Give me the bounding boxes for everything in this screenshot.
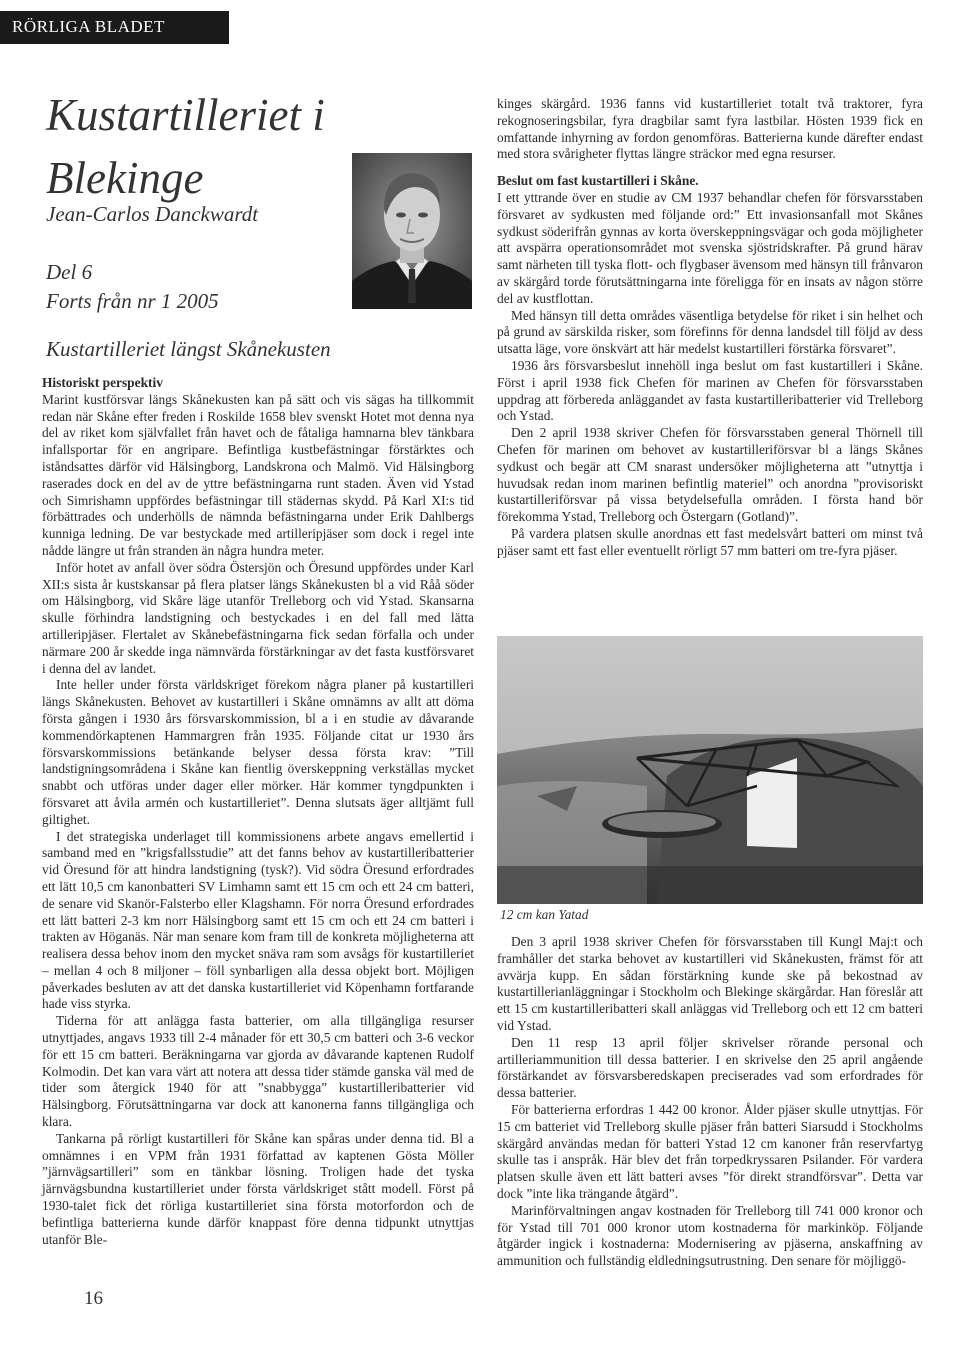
paragraph: För batterierna erfordras 1 442 00 kronor. Ålder pjäser skulle utnyttjas. För 15 cm batteriet vid Trelleborg skulle pjäser från batteri Siarsudd i Stockholms skärgård användas medan för batteri Ystad 12 cm kanoner från reservfartyg skulle tas i anspråk. Här blev det från torpedkryssaren Psilander. För vardera platsen skulle även ett lätt batteri avses ”för direkt strandförsvar”. Detta var dock ”inte lika trängande åtgärd”. [497, 1101, 923, 1201]
paragraph: kinges skärgård. 1936 fanns vid kustartilleriet totalt två traktorer, fyra rekognoseringsbilar, fyra dragbilar samt fyra lastbilar. Hösten 1939 fick en omfattande inhyrning av fordon genomföras. Batterierna kunde därefter endast med stora svårigheter flyttas längre sträckor med egna resurser. [497, 96, 923, 162]
continued-from: Forts från nr 1 2005 [46, 289, 219, 313]
paragraph: Marint kustförsvar längs Skånekusten kan på sätt och vis sägas ha tillkommit redan när Skåne efter freden i Roskilde 1658 blev svenskt Hotet mot denna nya del av riket kom självfallet från havet och de fåtaliga hamnarna blev tänkbara infallsportar för en angripare. Befintliga kustbefästningar förstärktes och iståndsattes därför vid Hälsingborg, Landskrona och Malmö. Vid Hälsingborg raserades dock en del av de yttre befästningarna runt staden. Även vid Ystad och Simrishamn uppfördes befästningar till städernas skydd. På Karl XI:s tid förbättrades och underhölls de nämnda befästningarna under Erik Dahlbergs kunniga ledning. De var bestyckade med artilleripjäser som dock i regel inte nådde längre ut från stranden än några hundra meter. [42, 391, 474, 558]
author-portrait-photo [352, 153, 472, 309]
article-title: Kustartilleriet i Blekinge [46, 90, 325, 203]
article-author: Jean-Carlos Danckwardt [46, 202, 259, 226]
paragraph: Inför hotet av anfall över södra Östersjön och Öresund uppfördes under Karl XII:s sista år kustskansar på flera platser längs Skånekusten bl a vid Råå söder om Hälsingborg, vid Skåre läge utanför Trelleborg och vid Ystad. Skansarna skulle förhindra landstigning och bestyckades i en del fall med lätta artilleripjäser. Flertalet av Skånebefästningarna fick sedan förfalla och under närmare 200 år skedde inga nämnvärda förstärkningar av det fasta kustförsvaret i denna del av landet. [42, 559, 474, 676]
page-number: 16 [84, 1288, 103, 1309]
paragraph: Marinförvaltningen angav kostnaden för Trelleborg till 741 000 kronor och för Ystad till 701 000 kronor utom kostnaderna för markinköp. Följande åtgärder ingick i kostnaderna: Modernisering av pjäserna, anskaffning av ammunition och fullständig eldledningsutrustning. Den senare för möjliggö- [497, 1202, 923, 1269]
section-header [0, 11, 229, 44]
section-heading: Beslut om fast kustartilleri i Skåne. [497, 173, 699, 189]
article-part-info [46, 258, 219, 316]
paragraph: Den 2 april 1938 skriver Chefen för försvarsstaben general Thörnell till Chefen för marinen om behovet av kustartilleriförsvar bl a längs Skånes sydkust och begär att CM snarast undersöker möjligheterna att ”utnyttja i huvudsak redan inom marinen befintlig materiel” och anordna ”provisoriskt kustartilleriförsvar på vissa betydelsefulla områden. I första hand bör förekomma Ystad, Trelleborg och Östergarn (Gotland)”. [497, 425, 923, 525]
paragraph: Den 11 resp 13 april följer skrivelser rörande personal och artilleriammunition till dessa batterier. I en skrivelse den 25 april angående förstärkandet av försvarsberedskapen preciserades vad som erfordrades för dessa batterier. [497, 1034, 923, 1101]
left-text-column [42, 375, 474, 1248]
section-heading: Historiskt perspektiv [42, 375, 163, 390]
gun-emplacement-photo [497, 636, 923, 904]
part-number: Del 6 [46, 260, 93, 284]
paragraph: Tankarna på rörligt kustartilleri för Skåne kan spåras under denna tid. Bl a omnämnes i en VPM från 1931 författad av kaptenen Gösta Möller ”järnvägsartilleri” som en tänkbar lösning. Troligen hade det tyska järnvägsbundna kustartilleriet under första världskriget stått modell. Först på 1930-talet fick det rörliga kustartilleriet sina första motorfordon och de befintliga batterierna kunde därför knappast före denna tidpunkt utnyttjas utanför Ble- [42, 1130, 474, 1247]
paragraph: I det strategiska underlaget till kommissionens arbete angavs emellertid i samband med en ”krigsfallsstudie” att det fanns behov av kustartilleribatterier vid Öresund för att hindra landstigning (tysk?). Vid södra Öresund erfordrades ett lätt 10,5 cm kanonbatteri SV Limhamn samt ett 15 cm och ett 24 cm batteri, de senare vid Skanör-Falsterbo eller Klagshamn. För norra Öresund erfordrades ett lätt batteri 2-3 km norr Hälsingborg samt ett 15 cm och ett 24 cm batteri i trakten av Höganäs. När man senare kom fram till de konkreta möjligheterna att realisera dessa behov inom den mycket snäva ram som avsågs för kustartilleriet – mellan 4 och 8 miljoner – föll synbarligen alla dessa objekt bort. Möjligen påverkades besluten av att det danska kustartilleriet vid Köpenhamn fortfarande hade viss styrka. [42, 828, 474, 1012]
section-label: RÖRLIGA BLADET [12, 17, 165, 36]
paragraph: 1936 års försvarsbeslut innehöll inga beslut om fast kustartilleri i Skåne. Först i april 1938 fick Chefen för marinen av Chefen för försvarsstaben uppdrag att förbereda anläggandet av fasta kustartilleribatterier vid Trelleborg och Ystad. [497, 357, 923, 424]
right-text-column-lower [497, 934, 923, 1270]
article-subtitle: Kustartilleriet längst Skånekusten [46, 337, 331, 361]
figure-caption: 12 cm kan Yatad [500, 907, 589, 922]
paragraph: Med hänsyn till detta områdes väsentliga betydelse för riket i sin helhet och på grund av särskilda risker, som förefinns för denna landsdel till följd av dess utsatta läge, vore önskvärt att här medelst kustartilleri förstärka försvaret”. [497, 307, 923, 357]
paragraph: Tiderna för att anlägga fasta batterier, om alla tillgängliga resurser utnyttjades, angavs 1933 till 2-4 månader för ett 30,5 cm batteri och 3-6 veckor för ett 15 cm batteri. Beräkningarna var gjorda av dåvarande kaptenen Rudolf Kolmodin. Det kan vara värt att notera att dessa tider stämde ganska väl med de tider som återgick 1940 för att ”snabbygga” kustartilleribatterier vid Hälsingborg. Förutsättningarna var dock att kanonerna fanns tillgängliga och klara. [42, 1013, 474, 1130]
paragraph: På vardera platsen skulle anordnas ett fast medelsvårt batteri om minst två pjäser samt ett fast eller eventuellt rörligt 57 mm batteri om tre-fyra pjäser. [497, 525, 923, 558]
paragraph: Inte heller under första världskriget förekom några planer på kustartilleri längs Skånekusten. Behovet av kustartilleri i Skåne omnämns av allt att döma första gången i 1930 års försvarskommission, bl a i en studie av dåvarande kommendörkaptenen Hammargren från 1935. Följande citat ur 1930 års försvarskommissions betänkande belyser dessa första krav: ”Till landstigningsområdena i Skåne kan fientlig överskeppning verkställas mycket snabbt och utföras under dager eller mörker. Här kommer tyngdpunkten i försvaret att åvila armén och kustartilleriet”. Denna slutsats äger alltjämt full giltighet. [42, 677, 474, 827]
right-text-column [497, 96, 923, 560]
paragraph: I ett yttrande över en studie av CM 1937 behandlar chefen för försvarsstaben försvaret av sydkusten med följande ord:” Ett invasionsanfall mot Skånes sydkust söderifrån gynnas av korta överskeppningsvägar och goda möjligheter att avspärra operationsområdet mot svenska sjöstridskrafter. På grund härav samt närheten till tyska flott- och flygbaser ävensom med hänsyn till frånvaron av skärgård torde förutsättningarna inte föreligga för en insats av någon större del av kustflottan. [497, 189, 923, 306]
paragraph: Den 3 april 1938 skriver Chefen för försvarsstaben till Kungl Maj:t och framhåller det starka behovet av kustartilleri vid Skånekusten, främst för att avvärja kupp. En sådan förstärkning kunde ske på bekostnad av kustartillerianläggningar i Stockholm och Blekinge skärgårdar. Han föreslår att ett 15 cm kustartilleribatteri skall anläggas vid Trelleborg och ett 12 cm batteri vid Ystad. [497, 934, 923, 1033]
